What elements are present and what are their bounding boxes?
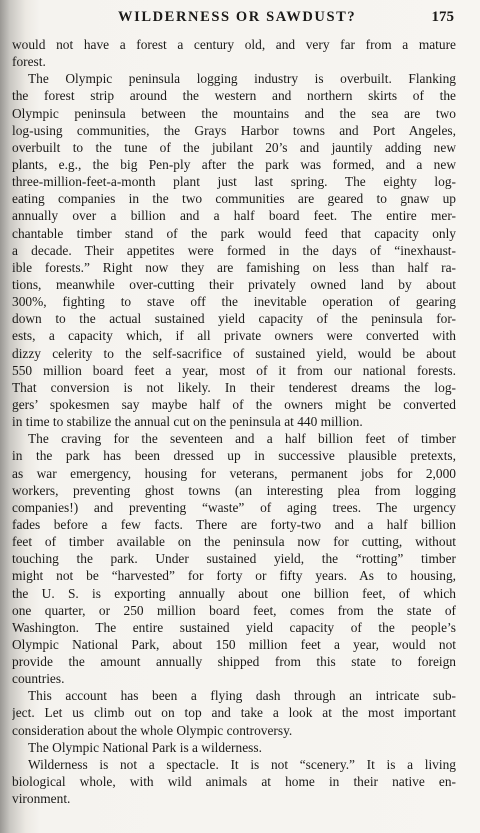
text-line: touching the park. Under sustained yield, the “rotting” timber: [12, 551, 456, 567]
page-number: 175: [431, 9, 454, 25]
text-line: tions, meanwhile over-cutting their privately owned land by about: [12, 276, 456, 292]
text-line: in the park has been dressed up in successive plausible pretexts,: [12, 448, 456, 464]
text-line: eating companies in the two communities are geared to gnaw up: [12, 191, 456, 207]
text-line: 550 million board feet a year, most of it from our national forests.: [12, 362, 456, 378]
text-line: provide the amount annually shipped from this state to foreign: [12, 654, 456, 670]
text-line: might not be “harvested” for forty or fifty years. As to housing,: [12, 568, 456, 584]
text-line: consideration about the whole Olympic controversy.: [12, 722, 293, 738]
text-line: That conversion is not likely. In their tenderest dreams the log-: [12, 379, 456, 395]
text-line: Olympic peninsula between the mountains and the sea are two: [12, 105, 456, 121]
text-line: The craving for the seventeen and a half billion feet of timber: [28, 431, 456, 447]
text-line: the forest strip around the western and northern skirts of the: [12, 88, 456, 104]
text-line: gers’ spokesmen say maybe half of the owners might be converted: [12, 396, 456, 412]
text-line: Wilderness is not a spectacle. It is not “scenery.” It is a living: [28, 756, 456, 772]
text-line: The Olympic peninsula logging industry is overbuilt. Flanking: [28, 71, 456, 87]
text-line: would not have a forest a century old, and very far from a mature: [12, 37, 456, 52]
text-line: overbuilt to the tune of the jubilant 20’s and jauntily adding new: [12, 139, 456, 155]
text-line: three-million-feet-a-month plant just last spring. The eighty log-: [12, 174, 456, 190]
text-line: ests, a capacity which, if all private owners were converted with: [12, 328, 456, 344]
text-line: annually over a billion and a half board feet. The entire mer-: [12, 208, 456, 224]
text-line: This account has been a flying dash through an intricate sub-: [28, 688, 456, 704]
text-line: biological whole, with wild animals at home in their native en-: [12, 774, 456, 790]
text-line: companies!) and preventing “waste” of aging trees. The urgency: [12, 499, 456, 515]
text-line: The Olympic National Park is a wilderness.: [28, 739, 262, 755]
text-line: one quarter, or 250 million board feet, comes from the state of: [12, 602, 456, 618]
text-line: ible forests.” Right now they are famishing on less than half ra-: [12, 259, 456, 275]
text-line: forest.: [12, 54, 46, 70]
text-line: vironment.: [12, 791, 71, 807]
text-line: a decade. Their appetites were formed in the days of “inexhaust-: [12, 242, 456, 258]
text-line: fades before a few facts. There are forty-two and a half billion: [12, 516, 456, 532]
text-line: in time to stabilize the annual cut on the peninsula at 440 million.: [12, 414, 363, 430]
text-line: dizzy celerity to the self-sacrifice of sustained yield, would be about: [12, 345, 456, 361]
running-head: [0, 8, 480, 30]
text-line: the U. S. is exporting annually about one billion feet, of which: [12, 585, 456, 601]
text-line: countries.: [12, 671, 65, 687]
text-line: down to the actual sustained yield capacity of the peninsula for-: [12, 311, 456, 327]
text-line: 300%, fighting to stave off the inevitable operation of gearing: [12, 294, 456, 310]
text-line: chantable timber stand of the park would feed that capacity only: [12, 225, 456, 241]
text-line: workers, preventing ghost towns (an interesting plea from logging: [12, 482, 456, 498]
running-title: WILDERNESS OR SAWDUST?: [118, 9, 357, 25]
text-line: plants, e.g., the big Pen-ply after the park was formed, and a new: [12, 156, 456, 172]
text-line: as war emergency, housing for veterans, permanent jobs for 2,000: [12, 465, 456, 481]
text-line: log-using communities, the Grays Harbor towns and Port Angeles,: [12, 122, 456, 138]
text-line: Olympic National Park, about 150 million feet a year, would not: [12, 636, 456, 652]
text-line: ject. Let us climb out on top and take a look at the most important: [12, 705, 456, 721]
text-line: Washington. The entire sustained yield capacity of the people’s: [12, 619, 456, 635]
text-line: feet of timber available on the peninsula now for cutting, without: [12, 534, 456, 550]
body-text: [12, 36, 456, 833]
